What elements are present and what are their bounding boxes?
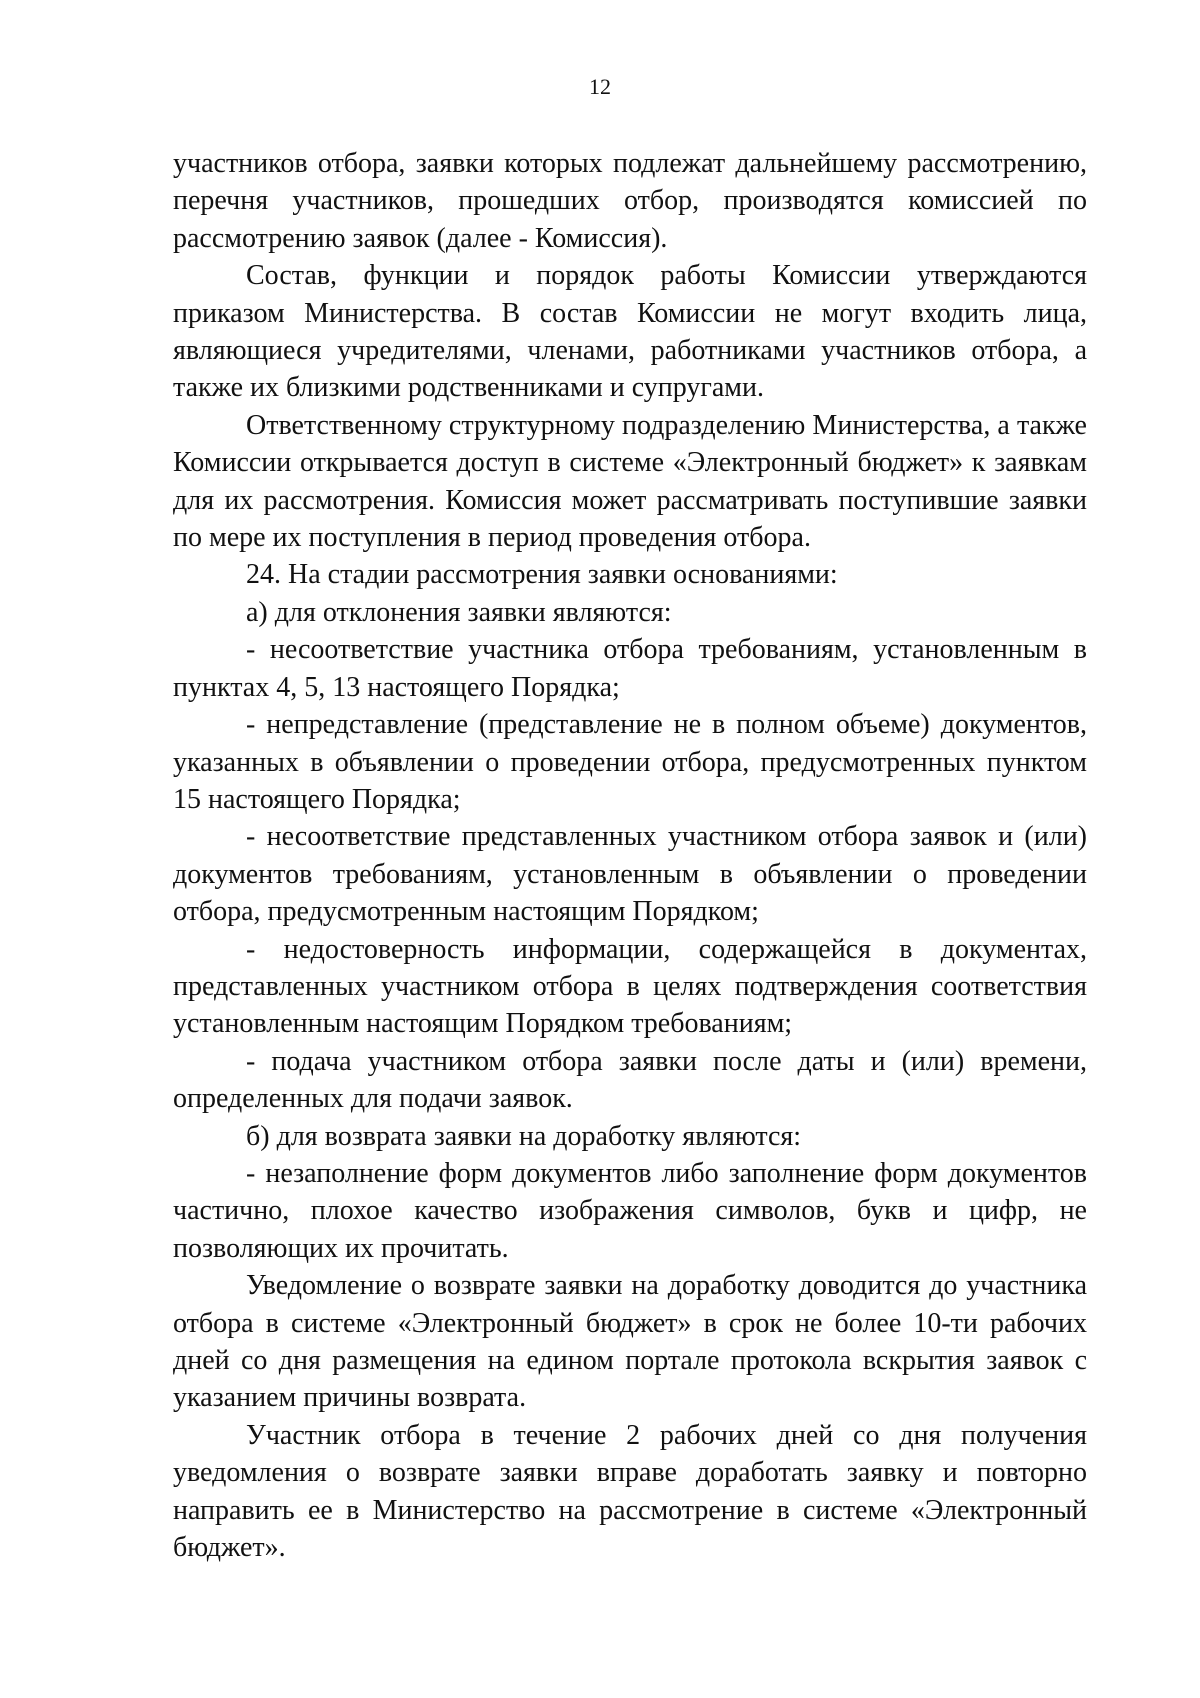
paragraph-resubmission: Участник отбора в течение 2 рабочих дней со дня получения уведомления о возврате заявки вправе доработать заявку и повторно направить ее в Министерство на рассмотрение в системе «Электронный бюджет». bbox=[173, 1419, 1087, 1564]
paragraph-continuation: участников отбора, заявки которых подлежат дальнейшему рассмотрению, перечня участников, прошедших отбор, производятся комиссией по рассмотрению заявок (далее - Комиссия). bbox=[173, 148, 1087, 254]
list-item: - незаполнение форм документов либо заполнение форм документов частично, плохое качество изображения символов, букв и цифр, не позволяющих их прочитать. bbox=[173, 1157, 1087, 1264]
page-number: 12 bbox=[589, 74, 611, 99]
paragraph-system-access: Ответственному структурному подразделению Министерства, а также Комиссии открывается доступ в системе «Электронный бюджет» к заявкам для их рассмотрения. Комиссия может рассматривать поступившие заявки по мере их поступления в период проведения отбора. bbox=[173, 409, 1087, 554]
paragraph-commission-composition: Состав, функции и порядок работы Комиссии утверждаются приказом Министерства. В состав Комиссии не могут входить лица, являющиеся учредителями, членами, работниками участников отбора, а также их близкими родственниками и супругами. bbox=[173, 260, 1087, 404]
paragraph-subitem-a: а) для отклонения заявки являются: bbox=[246, 596, 672, 628]
document-body bbox=[173, 145, 1087, 1566]
list-item: - несоответствие представленных участником отбора заявок и (или) документов требованиям, установленным в объявлении о проведении отбора, предусмотренным настоящим Порядком; bbox=[173, 821, 1087, 928]
list-item: - несоответствие участника отбора требованиям, установленным в пунктах 4, 5, 13 настоящего Порядка; bbox=[173, 634, 1087, 703]
list-item: - подача участником отбора заявки после даты и (или) времени, определенных для подачи заявок. bbox=[173, 1045, 1087, 1115]
paragraph-return-notice: Уведомление о возврате заявки на доработку доводится до участника отбора в системе «Электронный бюджет» в срок не более 10-ти рабочих дней со дня размещения на едином портале протокола вскрытия заявок с указанием причины возврата. bbox=[173, 1270, 1087, 1414]
paragraph-item-24: 24. На стадии рассмотрения заявки основаниями: bbox=[246, 559, 838, 591]
paragraph-subitem-b: б) для возврата заявки на доработку являются: bbox=[246, 1120, 802, 1152]
list-item: - непредставление (представление не в полном объеме) документов, указанных в объявлении о проведении отбора, предусмотренных пунктом 15 настоящего Порядка; bbox=[173, 709, 1087, 815]
list-item: - недостоверность информации, содержащейся в документах, представленных участником отбора в целях подтверждения соответствия установленным настоящим Порядком требованиям; bbox=[173, 933, 1087, 1040]
